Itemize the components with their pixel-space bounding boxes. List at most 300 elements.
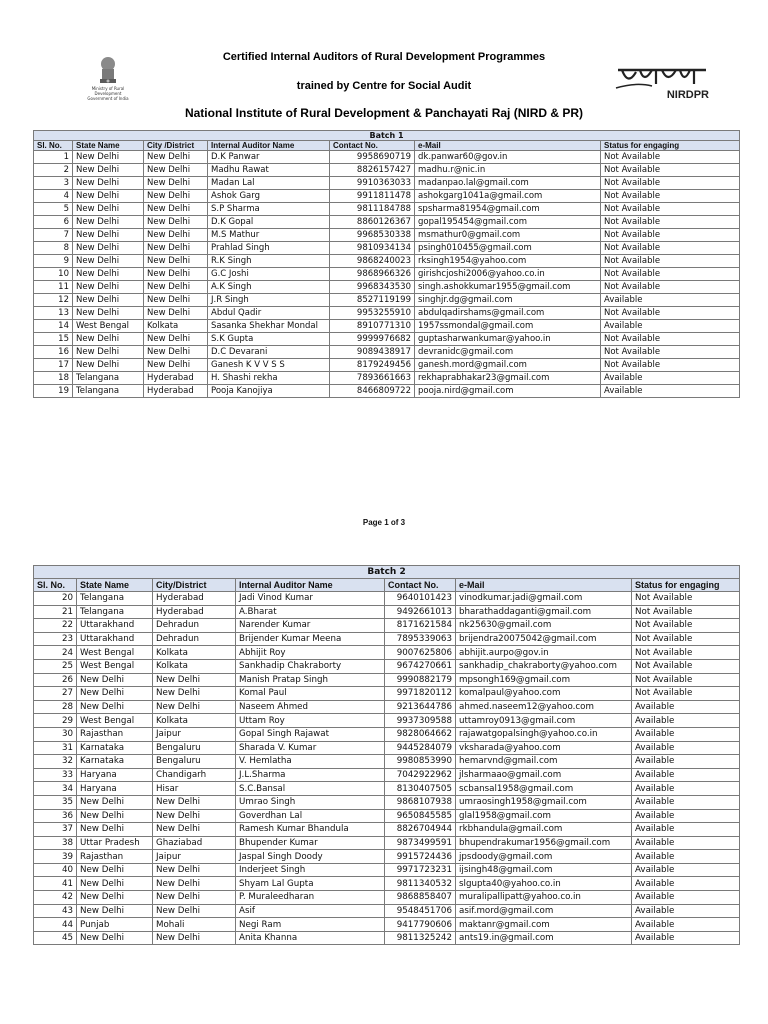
table-row bbox=[34, 320, 740, 333]
email-cell: vinodkumar.jadi@gmail.com bbox=[456, 592, 632, 606]
table-row bbox=[34, 673, 740, 687]
auditor-name-cell: M.S Mathur bbox=[208, 229, 330, 242]
status-cell: Available bbox=[632, 918, 740, 932]
sl-no-cell: 6 bbox=[34, 216, 73, 229]
auditor-name-cell: Ganesh K V V S S bbox=[208, 359, 330, 372]
sl-no-cell: 10 bbox=[34, 268, 73, 281]
contact-cell: 9999976682 bbox=[330, 333, 415, 346]
contact-cell: 9968530338 bbox=[330, 229, 415, 242]
sl-no-cell: 37 bbox=[34, 823, 77, 837]
sl-no-cell: 16 bbox=[34, 346, 73, 359]
state-cell: Telangana bbox=[73, 372, 144, 385]
auditor-name-cell: Brijender Kumar Meena bbox=[236, 632, 385, 646]
table-row bbox=[34, 809, 740, 823]
city-cell: New Delhi bbox=[153, 700, 236, 714]
sl-no-cell: 45 bbox=[34, 931, 77, 945]
email-cell: abdulqadirshams@gmail.com bbox=[415, 307, 601, 320]
city-cell: New Delhi bbox=[144, 294, 208, 307]
contact-cell: 8826704944 bbox=[385, 823, 456, 837]
contact-cell: 9873499591 bbox=[385, 836, 456, 850]
contact-cell: 9640101423 bbox=[385, 592, 456, 606]
col-header-sl-no: Sl. No. bbox=[34, 579, 77, 592]
city-cell: Chandigarh bbox=[153, 768, 236, 782]
status-cell: Available bbox=[632, 700, 740, 714]
col-header-contact: Contact No. bbox=[330, 141, 415, 151]
city-cell: New Delhi bbox=[153, 687, 236, 701]
auditor-name-cell: Prahlad Singh bbox=[208, 242, 330, 255]
auditor-name-cell: Manish Pratap Singh bbox=[236, 673, 385, 687]
batch-2-table bbox=[33, 565, 740, 945]
auditor-name-cell: Jaspal Singh Doody bbox=[236, 850, 385, 864]
email-cell: jlsharmaao@gmail.com bbox=[456, 768, 632, 782]
state-cell: Uttar Pradesh bbox=[77, 836, 153, 850]
contact-cell: 8860126367 bbox=[330, 216, 415, 229]
city-cell: Jaipur bbox=[153, 727, 236, 741]
state-cell: Haryana bbox=[77, 782, 153, 796]
table-row bbox=[34, 255, 740, 268]
sl-no-cell: 28 bbox=[34, 700, 77, 714]
contact-cell: 8910771310 bbox=[330, 320, 415, 333]
status-cell: Available bbox=[601, 294, 740, 307]
status-cell: Available bbox=[632, 795, 740, 809]
city-cell: New Delhi bbox=[144, 255, 208, 268]
email-cell: ganesh.mord@gmail.com bbox=[415, 359, 601, 372]
state-cell: New Delhi bbox=[73, 281, 144, 294]
email-cell: singhjr.dg@gmail.com bbox=[415, 294, 601, 307]
sl-no-cell: 39 bbox=[34, 850, 77, 864]
city-cell: Hyderabad bbox=[153, 592, 236, 606]
auditor-name-cell: J.R Singh bbox=[208, 294, 330, 307]
state-cell: Telangana bbox=[77, 592, 153, 606]
email-cell: slgupta40@yahoo.co.in bbox=[456, 877, 632, 891]
document-title-line-1: Certified Internal Auditors of Rural Development Programmes bbox=[222, 51, 546, 63]
state-cell: New Delhi bbox=[77, 904, 153, 918]
email-cell: gopal195454@gmail.com bbox=[415, 216, 601, 229]
contact-cell: 9911811478 bbox=[330, 190, 415, 203]
auditor-name-cell: Ashok Garg bbox=[208, 190, 330, 203]
city-cell: New Delhi bbox=[144, 281, 208, 294]
auditor-name-cell: Asif bbox=[236, 904, 385, 918]
auditor-name-cell: Abdul Qadir bbox=[208, 307, 330, 320]
table-row bbox=[34, 659, 740, 673]
table-row bbox=[34, 164, 740, 177]
auditor-name-cell: D.C Devarani bbox=[208, 346, 330, 359]
email-cell: rekhaprabhakar23@gmail.com bbox=[415, 372, 601, 385]
auditor-name-cell: Uttam Roy bbox=[236, 714, 385, 728]
state-cell: New Delhi bbox=[73, 307, 144, 320]
table-row bbox=[34, 795, 740, 809]
contact-cell: 9828064662 bbox=[385, 727, 456, 741]
contact-cell: 9868966326 bbox=[330, 268, 415, 281]
email-cell: dk.panwar60@gov.in bbox=[415, 151, 601, 164]
state-cell: Telangana bbox=[77, 605, 153, 619]
col-header-auditor-name: Internal Auditor Name bbox=[208, 141, 330, 151]
city-cell: Kolkata bbox=[153, 714, 236, 728]
status-cell: Not Available bbox=[601, 281, 740, 294]
auditor-name-cell: G.C Joshi bbox=[208, 268, 330, 281]
sl-no-cell: 34 bbox=[34, 782, 77, 796]
batch-2-table-body bbox=[34, 566, 740, 945]
table-row bbox=[34, 307, 740, 320]
table-row bbox=[34, 346, 740, 359]
state-cell: Haryana bbox=[77, 768, 153, 782]
city-cell: New Delhi bbox=[153, 823, 236, 837]
status-cell: Not Available bbox=[632, 646, 740, 660]
sl-no-cell: 17 bbox=[34, 359, 73, 372]
sl-no-cell: 41 bbox=[34, 877, 77, 891]
city-cell: New Delhi bbox=[144, 346, 208, 359]
contact-cell: 9811325242 bbox=[385, 931, 456, 945]
state-cell: New Delhi bbox=[77, 891, 153, 905]
auditor-name-cell: Madan Lal bbox=[208, 177, 330, 190]
auditor-name-cell: Gopal Singh Rajawat bbox=[236, 727, 385, 741]
status-cell: Not Available bbox=[601, 333, 740, 346]
contact-cell: 9548451706 bbox=[385, 904, 456, 918]
contact-cell: 7893661663 bbox=[330, 372, 415, 385]
status-cell: Not Available bbox=[632, 605, 740, 619]
city-cell: Kolkata bbox=[153, 659, 236, 673]
sl-no-cell: 13 bbox=[34, 307, 73, 320]
col-header-contact: Contact No. bbox=[385, 579, 456, 592]
email-cell: ashokgarg1041a@gmail.com bbox=[415, 190, 601, 203]
city-cell: Dehradun bbox=[153, 632, 236, 646]
state-cell: New Delhi bbox=[73, 216, 144, 229]
table-row bbox=[34, 687, 740, 701]
city-cell: New Delhi bbox=[144, 190, 208, 203]
auditor-name-cell: Narender Kumar bbox=[236, 619, 385, 633]
contact-cell: 9980853990 bbox=[385, 755, 456, 769]
state-cell: Rajasthan bbox=[77, 727, 153, 741]
col-header-city: City/District bbox=[153, 579, 236, 592]
sl-no-cell: 42 bbox=[34, 891, 77, 905]
city-cell: Hyderabad bbox=[144, 372, 208, 385]
table-row bbox=[34, 782, 740, 796]
city-cell: New Delhi bbox=[153, 891, 236, 905]
auditor-name-cell: D.K Panwar bbox=[208, 151, 330, 164]
table-row bbox=[34, 823, 740, 837]
table-row bbox=[34, 931, 740, 945]
status-cell: Not Available bbox=[601, 190, 740, 203]
contact-cell: 8171621584 bbox=[385, 619, 456, 633]
state-cell: New Delhi bbox=[77, 931, 153, 945]
email-cell: msmathur0@gmail.com bbox=[415, 229, 601, 242]
state-cell: New Delhi bbox=[73, 346, 144, 359]
auditor-name-cell: P. Muraleedharan bbox=[236, 891, 385, 905]
status-cell: Available bbox=[632, 850, 740, 864]
email-cell: spsharma81954@gmail.com bbox=[415, 203, 601, 216]
sl-no-cell: 19 bbox=[34, 385, 73, 398]
state-cell: Punjab bbox=[77, 918, 153, 932]
state-cell: New Delhi bbox=[77, 809, 153, 823]
status-cell: Available bbox=[632, 727, 740, 741]
city-cell: Hyderabad bbox=[153, 605, 236, 619]
email-cell: devranidc@gmail.com bbox=[415, 346, 601, 359]
sl-no-cell: 7 bbox=[34, 229, 73, 242]
sl-no-cell: 36 bbox=[34, 809, 77, 823]
state-cell: New Delhi bbox=[73, 190, 144, 203]
column-header-row bbox=[34, 579, 740, 592]
email-cell: bharathaddaganti@gmail.com bbox=[456, 605, 632, 619]
status-cell: Not Available bbox=[601, 216, 740, 229]
table-row bbox=[34, 268, 740, 281]
state-cell: New Delhi bbox=[73, 255, 144, 268]
status-cell: Not Available bbox=[601, 177, 740, 190]
contact-cell: 9868240023 bbox=[330, 255, 415, 268]
city-cell: New Delhi bbox=[153, 863, 236, 877]
table-row bbox=[34, 891, 740, 905]
contact-cell: 9990882179 bbox=[385, 673, 456, 687]
email-cell: ahmed.naseem12@yahoo.com bbox=[456, 700, 632, 714]
email-cell: ijsingh48@gmail.com bbox=[456, 863, 632, 877]
table-row bbox=[34, 281, 740, 294]
batch-1-table bbox=[33, 130, 740, 398]
contact-cell: 9971723231 bbox=[385, 863, 456, 877]
state-cell: Uttarakhand bbox=[77, 632, 153, 646]
email-cell: ants19.in@gmail.com bbox=[456, 931, 632, 945]
contact-cell: 9868107938 bbox=[385, 795, 456, 809]
email-cell: hemarvnd@gmail.com bbox=[456, 755, 632, 769]
sl-no-cell: 31 bbox=[34, 741, 77, 755]
col-header-status: Status for engaging bbox=[601, 141, 740, 151]
email-cell: mpsongh169@gmail.com bbox=[456, 673, 632, 687]
state-cell: New Delhi bbox=[73, 268, 144, 281]
table-row bbox=[34, 727, 740, 741]
table-row bbox=[34, 203, 740, 216]
status-cell: Not Available bbox=[632, 619, 740, 633]
state-cell: West Bengal bbox=[77, 714, 153, 728]
contact-cell: 8130407505 bbox=[385, 782, 456, 796]
document-title-line-2: trained by Centre for Social Audit bbox=[296, 80, 472, 92]
status-cell: Available bbox=[632, 904, 740, 918]
auditor-name-cell: D.K Gopal bbox=[208, 216, 330, 229]
sl-no-cell: 35 bbox=[34, 795, 77, 809]
sl-no-cell: 8 bbox=[34, 242, 73, 255]
email-cell: umraosingh1958@gmail.com bbox=[456, 795, 632, 809]
email-cell: bhupendrakumar1956@gmail.com bbox=[456, 836, 632, 850]
document-title-line-3: National Institute of Rural Development & Panchayati Raj (NIRD & PR) bbox=[184, 106, 584, 120]
status-cell: Not Available bbox=[601, 359, 740, 372]
status-cell: Available bbox=[601, 372, 740, 385]
contact-cell: 8826157427 bbox=[330, 164, 415, 177]
status-cell: Not Available bbox=[601, 307, 740, 320]
auditor-name-cell: S.P Sharma bbox=[208, 203, 330, 216]
city-cell: Ghaziabad bbox=[153, 836, 236, 850]
status-cell: Available bbox=[632, 891, 740, 905]
auditor-name-cell: R.K Singh bbox=[208, 255, 330, 268]
state-cell: New Delhi bbox=[77, 863, 153, 877]
status-cell: Not Available bbox=[632, 592, 740, 606]
contact-cell: 8179249456 bbox=[330, 359, 415, 372]
contact-cell: 9968343530 bbox=[330, 281, 415, 294]
email-cell: madanpao.lal@gmail.com bbox=[415, 177, 601, 190]
email-cell: rkbhandula@gmail.com bbox=[456, 823, 632, 837]
city-cell: New Delhi bbox=[144, 151, 208, 164]
state-cell: West Bengal bbox=[73, 320, 144, 333]
city-cell: Jaipur bbox=[153, 850, 236, 864]
email-cell: madhu.r@nic.in bbox=[415, 164, 601, 177]
table-row bbox=[34, 605, 740, 619]
city-cell: New Delhi bbox=[144, 229, 208, 242]
email-cell: abhijit.aurpo@gov.in bbox=[456, 646, 632, 660]
city-cell: Hyderabad bbox=[144, 385, 208, 398]
status-cell: Not Available bbox=[632, 687, 740, 701]
status-cell: Available bbox=[632, 741, 740, 755]
batch-1-header-row bbox=[34, 131, 740, 141]
status-cell: Not Available bbox=[601, 203, 740, 216]
status-cell: Available bbox=[601, 320, 740, 333]
state-cell: West Bengal bbox=[77, 646, 153, 660]
auditor-name-cell: Jadi Vinod Kumar bbox=[236, 592, 385, 606]
status-cell: Available bbox=[601, 385, 740, 398]
city-cell: New Delhi bbox=[153, 877, 236, 891]
column-header-row bbox=[34, 141, 740, 151]
table-row bbox=[34, 294, 740, 307]
contact-cell: 9492661013 bbox=[385, 605, 456, 619]
auditor-name-cell: S.K Gupta bbox=[208, 333, 330, 346]
sl-no-cell: 32 bbox=[34, 755, 77, 769]
auditor-name-cell: Madhu Rawat bbox=[208, 164, 330, 177]
col-header-auditor-name: Internal Auditor Name bbox=[236, 579, 385, 592]
contact-cell: 9910363033 bbox=[330, 177, 415, 190]
city-cell: New Delhi bbox=[153, 931, 236, 945]
page-number: Page 1 of 3 bbox=[362, 518, 406, 527]
status-cell: Available bbox=[632, 836, 740, 850]
state-cell: New Delhi bbox=[77, 687, 153, 701]
status-cell: Not Available bbox=[601, 346, 740, 359]
sl-no-cell: 23 bbox=[34, 632, 77, 646]
status-cell: Available bbox=[632, 809, 740, 823]
status-cell: Not Available bbox=[632, 673, 740, 687]
contact-cell: 7042922962 bbox=[385, 768, 456, 782]
sl-no-cell: 22 bbox=[34, 619, 77, 633]
city-cell: New Delhi bbox=[153, 809, 236, 823]
table-row bbox=[34, 177, 740, 190]
sl-no-cell: 27 bbox=[34, 687, 77, 701]
state-cell: New Delhi bbox=[73, 294, 144, 307]
city-cell: New Delhi bbox=[153, 795, 236, 809]
status-cell: Not Available bbox=[601, 229, 740, 242]
state-cell: Karnataka bbox=[77, 755, 153, 769]
email-cell: maktanr@gmail.com bbox=[456, 918, 632, 932]
table-row bbox=[34, 632, 740, 646]
contact-cell: 9811184788 bbox=[330, 203, 415, 216]
sl-no-cell: 3 bbox=[34, 177, 73, 190]
contact-cell: 9417790606 bbox=[385, 918, 456, 932]
city-cell: New Delhi bbox=[144, 177, 208, 190]
contact-cell: 9937309588 bbox=[385, 714, 456, 728]
status-cell: Available bbox=[632, 755, 740, 769]
city-cell: New Delhi bbox=[144, 203, 208, 216]
col-header-status: Status for engaging bbox=[632, 579, 740, 592]
status-cell: Not Available bbox=[601, 164, 740, 177]
city-cell: New Delhi bbox=[153, 904, 236, 918]
contact-cell: 9213644786 bbox=[385, 700, 456, 714]
auditor-name-cell: Inderjeet Singh bbox=[236, 863, 385, 877]
contact-cell: 7895339063 bbox=[385, 632, 456, 646]
email-cell: guptasharwankumar@yahoo.in bbox=[415, 333, 601, 346]
city-cell: New Delhi bbox=[144, 242, 208, 255]
table-row bbox=[34, 768, 740, 782]
city-cell: New Delhi bbox=[144, 216, 208, 229]
state-cell: New Delhi bbox=[73, 242, 144, 255]
status-cell: Available bbox=[632, 877, 740, 891]
auditor-name-cell: Sharada V. Kumar bbox=[236, 741, 385, 755]
auditor-name-cell: V. Hemlatha bbox=[236, 755, 385, 769]
state-cell: New Delhi bbox=[77, 823, 153, 837]
state-cell: Karnataka bbox=[77, 741, 153, 755]
auditor-name-cell: Komal Paul bbox=[236, 687, 385, 701]
email-cell: girishcjoshi2006@yahoo.co.in bbox=[415, 268, 601, 281]
sl-no-cell: 33 bbox=[34, 768, 77, 782]
state-cell: New Delhi bbox=[73, 333, 144, 346]
batch-1-table-body bbox=[34, 131, 740, 398]
batch-1-label: Batch 1 bbox=[34, 131, 740, 141]
contact-cell: 9445284079 bbox=[385, 741, 456, 755]
sl-no-cell: 9 bbox=[34, 255, 73, 268]
table-row bbox=[34, 877, 740, 891]
sl-no-cell: 12 bbox=[34, 294, 73, 307]
sl-no-cell: 1 bbox=[34, 151, 73, 164]
auditor-name-cell: Naseem Ahmed bbox=[236, 700, 385, 714]
auditor-name-cell: Negi Ram bbox=[236, 918, 385, 932]
table-row bbox=[34, 592, 740, 606]
city-cell: Bengaluru bbox=[153, 755, 236, 769]
auditor-name-cell: Shyam Lal Gupta bbox=[236, 877, 385, 891]
col-header-state: State Name bbox=[73, 141, 144, 151]
email-cell: brijendra20075042@gmail.com bbox=[456, 632, 632, 646]
col-header-email: e-Mail bbox=[456, 579, 632, 592]
table-row bbox=[34, 646, 740, 660]
sl-no-cell: 38 bbox=[34, 836, 77, 850]
city-cell: New Delhi bbox=[153, 673, 236, 687]
auditor-name-cell: Pooja Kanojiya bbox=[208, 385, 330, 398]
sl-no-cell: 15 bbox=[34, 333, 73, 346]
city-cell: Mohali bbox=[153, 918, 236, 932]
sl-no-cell: 4 bbox=[34, 190, 73, 203]
status-cell: Available bbox=[632, 823, 740, 837]
sl-no-cell: 5 bbox=[34, 203, 73, 216]
table-row bbox=[34, 385, 740, 398]
sl-no-cell: 14 bbox=[34, 320, 73, 333]
col-header-city: City /District bbox=[144, 141, 208, 151]
status-cell: Not Available bbox=[601, 151, 740, 164]
table-row bbox=[34, 850, 740, 864]
col-header-email: e-Mail bbox=[415, 141, 601, 151]
contact-cell: 9953255910 bbox=[330, 307, 415, 320]
email-cell: asif.mord@gmail.com bbox=[456, 904, 632, 918]
state-cell: New Delhi bbox=[73, 151, 144, 164]
auditor-name-cell: Bhupender Kumar bbox=[236, 836, 385, 850]
sl-no-cell: 43 bbox=[34, 904, 77, 918]
state-cell: New Delhi bbox=[73, 229, 144, 242]
auditor-name-cell: S.C.Bansal bbox=[236, 782, 385, 796]
status-cell: Not Available bbox=[601, 255, 740, 268]
auditor-name-cell: Abhijit Roy bbox=[236, 646, 385, 660]
city-cell: New Delhi bbox=[144, 333, 208, 346]
table-row bbox=[34, 741, 740, 755]
auditor-name-cell: J.L.Sharma bbox=[236, 768, 385, 782]
batch-2-label: Batch 2 bbox=[34, 566, 740, 579]
email-cell: nk25630@gmail.com bbox=[456, 619, 632, 633]
email-cell: sankhadip_chakraborty@yahoo.com bbox=[456, 659, 632, 673]
contact-cell: 8466809722 bbox=[330, 385, 415, 398]
table-row bbox=[34, 242, 740, 255]
state-cell: West Bengal bbox=[77, 659, 153, 673]
state-cell: New Delhi bbox=[77, 673, 153, 687]
sl-no-cell: 11 bbox=[34, 281, 73, 294]
email-cell: jpsdoody@gmail.com bbox=[456, 850, 632, 864]
auditor-name-cell: H. Shashi rekha bbox=[208, 372, 330, 385]
